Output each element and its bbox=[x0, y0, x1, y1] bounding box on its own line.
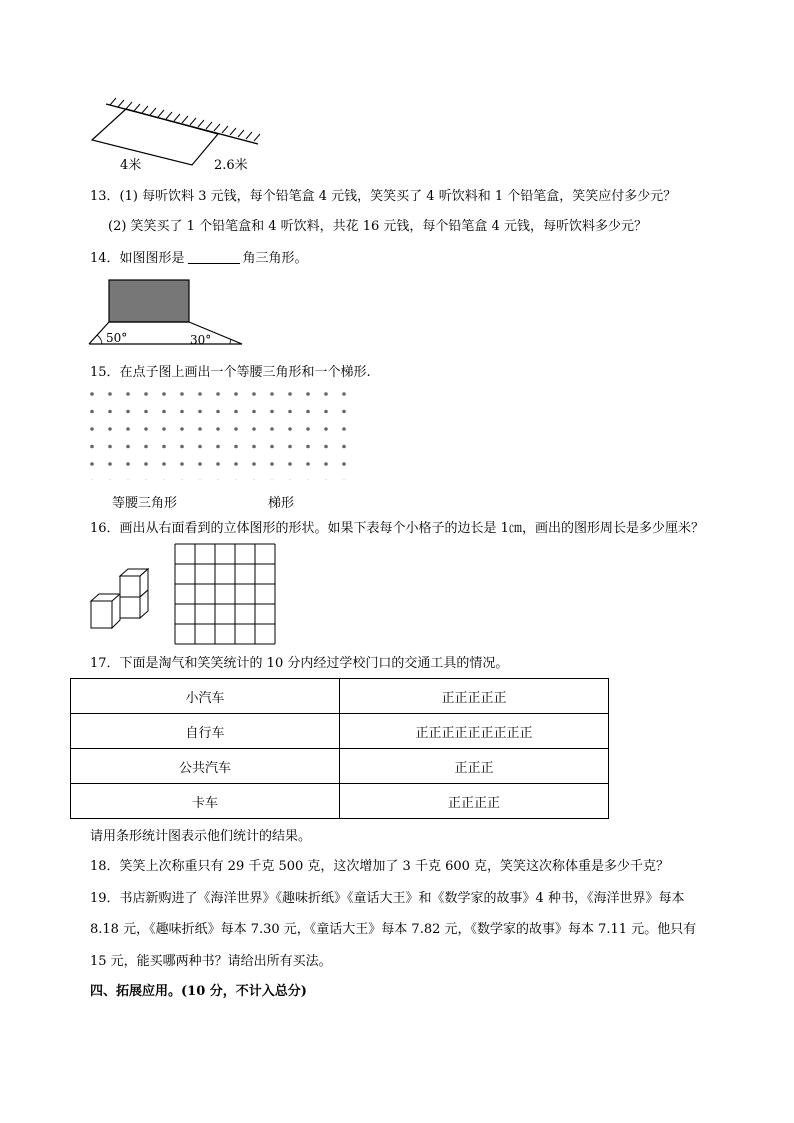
question-15: 15．在点子图上画出一个等腰三角形和一个梯形. bbox=[90, 365, 371, 380]
grid-dot[interactable] bbox=[324, 427, 328, 431]
grid-dot[interactable] bbox=[234, 392, 238, 396]
grid-dot[interactable] bbox=[162, 462, 166, 466]
grid-dot[interactable] bbox=[342, 410, 346, 414]
grid-dot[interactable] bbox=[252, 462, 256, 466]
grid-dot[interactable] bbox=[108, 445, 112, 449]
grid-dot[interactable] bbox=[180, 445, 184, 449]
grid-dot[interactable] bbox=[162, 445, 166, 449]
grid-dot[interactable] bbox=[180, 410, 184, 414]
grid-dot[interactable] bbox=[180, 392, 184, 396]
grid-dot[interactable] bbox=[216, 445, 220, 449]
answer-blank[interactable] bbox=[188, 249, 240, 264]
grid-dot[interactable] bbox=[252, 410, 256, 414]
angle-50: 50° bbox=[106, 331, 128, 345]
grid-dot[interactable] bbox=[126, 462, 130, 466]
label-2-6m: 2.6米 bbox=[214, 158, 248, 173]
question-17-note: 请用条形统计图表示他们统计的结果。 bbox=[90, 829, 312, 844]
grid-dot[interactable] bbox=[252, 445, 256, 449]
grid-dot[interactable] bbox=[108, 462, 112, 466]
grid-dot[interactable] bbox=[108, 410, 112, 414]
label-trapezoid: 梯形 bbox=[268, 496, 295, 511]
grid-dot[interactable] bbox=[270, 410, 274, 414]
question-13-part1: 13．(1) 每听饮料 3 元钱，每个铅笔盒 4 元钱，笑笑买了 4 听饮料和 1 个铅笔盒，笑笑应付多少元？ bbox=[90, 189, 677, 204]
grid-dot[interactable] bbox=[270, 462, 274, 466]
grid-dot[interactable] bbox=[342, 445, 346, 449]
grid-dot[interactable] bbox=[288, 427, 292, 431]
grid-dot[interactable] bbox=[252, 392, 256, 396]
grid-dot[interactable] bbox=[162, 427, 166, 431]
dot-grid[interactable] bbox=[86, 388, 354, 480]
question-19-line2: 8.18 元，《趣味折纸》每本 7.30 元，《童话大王》每本 7.82 元，《数学家的故事》每本 7.11 元。他只有 bbox=[90, 922, 697, 937]
tally-table bbox=[70, 678, 609, 819]
grid-dot[interactable] bbox=[126, 445, 130, 449]
vehicle-name: 小汽车 bbox=[71, 679, 340, 714]
grid-dot[interactable] bbox=[234, 462, 238, 466]
grid-dot[interactable] bbox=[234, 410, 238, 414]
grid-dot[interactable] bbox=[108, 392, 112, 396]
grid-dot[interactable] bbox=[270, 392, 274, 396]
vehicle-name: 公共汽车 bbox=[71, 749, 340, 784]
question-14-suffix: 角三角形。 bbox=[242, 251, 308, 266]
grid-dot[interactable] bbox=[342, 427, 346, 431]
angle-30: 30° bbox=[190, 333, 212, 347]
grid-dot[interactable] bbox=[90, 445, 94, 449]
grid-dot[interactable] bbox=[306, 392, 310, 396]
grid-dot[interactable] bbox=[216, 392, 220, 396]
grid-dot[interactable] bbox=[144, 462, 148, 466]
tally-marks: 正正正 bbox=[340, 749, 609, 784]
grid-dot[interactable] bbox=[288, 392, 292, 396]
triangle-rectangle-figure bbox=[88, 278, 248, 350]
question-13-part2: (2) 笑笑买了 1 个铅笔盒和 4 听饮料，共花 16 元钱，每个铅笔盒 4 元钱，每听饮料多少元？ bbox=[108, 219, 647, 234]
question-14 bbox=[90, 249, 308, 268]
grid-dot[interactable] bbox=[180, 427, 184, 431]
grid-dot[interactable] bbox=[324, 445, 328, 449]
question-14-prefix: 14．如图图形是 bbox=[90, 251, 185, 266]
grid-dot[interactable] bbox=[216, 462, 220, 466]
grid-dot[interactable] bbox=[252, 427, 256, 431]
vehicle-name: 自行车 bbox=[71, 714, 340, 749]
grid-dot[interactable] bbox=[90, 392, 94, 396]
table-row bbox=[71, 679, 609, 714]
grid-dot[interactable] bbox=[306, 410, 310, 414]
grid-dot[interactable] bbox=[144, 445, 148, 449]
grid-dot[interactable] bbox=[270, 445, 274, 449]
grid-dot[interactable] bbox=[144, 392, 148, 396]
grid-dot[interactable] bbox=[234, 445, 238, 449]
grid-dot[interactable] bbox=[126, 427, 130, 431]
grid-dot[interactable] bbox=[216, 427, 220, 431]
grid-dot[interactable] bbox=[270, 427, 274, 431]
grid-dot[interactable] bbox=[306, 427, 310, 431]
grid-dot[interactable] bbox=[144, 410, 148, 414]
question-19-line1: 19．书店新购进了《海洋世界》《趣味折纸》《童话大王》和《数学家的故事》4 种书，《海洋世界》每本 bbox=[90, 891, 685, 906]
grid-dot[interactable] bbox=[234, 427, 238, 431]
table-row bbox=[71, 749, 609, 784]
tally-marks: 正正正正正正正正正 bbox=[340, 714, 609, 749]
label-isosceles-triangle: 等腰三角形 bbox=[112, 496, 178, 511]
grid-dot[interactable] bbox=[90, 462, 94, 466]
table-row bbox=[71, 784, 609, 819]
label-4m: 4米 bbox=[120, 158, 142, 173]
grid-dot[interactable] bbox=[342, 462, 346, 466]
grid-dot[interactable] bbox=[126, 410, 130, 414]
tally-marks: 正正正正正 bbox=[340, 679, 609, 714]
grid-dot[interactable] bbox=[108, 427, 112, 431]
grid-dot[interactable] bbox=[90, 410, 94, 414]
square-grid[interactable] bbox=[174, 543, 278, 645]
question-19-line3: 15 元，能买哪两种书？请给出所有买法。 bbox=[90, 954, 332, 969]
grid-dot[interactable] bbox=[216, 410, 220, 414]
grid-dot[interactable] bbox=[288, 410, 292, 414]
grid-dot[interactable] bbox=[324, 392, 328, 396]
grid-dot[interactable] bbox=[90, 427, 94, 431]
table-row bbox=[71, 714, 609, 749]
ladder-wall-figure bbox=[88, 96, 268, 176]
grid-dot[interactable] bbox=[198, 445, 202, 449]
grid-dot[interactable] bbox=[162, 410, 166, 414]
grid-dot[interactable] bbox=[306, 462, 310, 466]
grid-dot[interactable] bbox=[180, 462, 184, 466]
grid-dot[interactable] bbox=[324, 462, 328, 466]
grid-dot[interactable] bbox=[162, 392, 166, 396]
cubes-figure bbox=[88, 566, 158, 632]
question-17: 17．下面是淘气和笑笑统计的 10 分内经过学校门口的交通工具的情况。 bbox=[90, 656, 509, 671]
vehicle-name: 卡车 bbox=[71, 784, 340, 819]
grid-dot[interactable] bbox=[306, 445, 310, 449]
grid-dot[interactable] bbox=[288, 462, 292, 466]
grid-dot[interactable] bbox=[198, 392, 202, 396]
grid-dot[interactable] bbox=[126, 392, 130, 396]
grid-dot[interactable] bbox=[342, 392, 346, 396]
grid-dot[interactable] bbox=[144, 427, 148, 431]
grid-dot[interactable] bbox=[324, 410, 328, 414]
section-4-title: 四、拓展应用。(10 分，不计入总分) bbox=[90, 984, 307, 999]
grid-dot[interactable] bbox=[288, 445, 292, 449]
tally-marks: 正正正正 bbox=[340, 784, 609, 819]
grid-dot[interactable] bbox=[198, 410, 202, 414]
grid-dot[interactable] bbox=[198, 462, 202, 466]
question-18: 18．笑笑上次称重只有 29 千克 500 克，这次增加了 3 千克 600 克，笑笑这次称体重是多少千克？ bbox=[90, 859, 670, 874]
question-16: 16．画出从右面看到的立体图形的形状。如果下表每个小格子的边长是 1㎝，画出的图形周长是多少厘米？ bbox=[90, 521, 704, 536]
grid-dot[interactable] bbox=[198, 427, 202, 431]
